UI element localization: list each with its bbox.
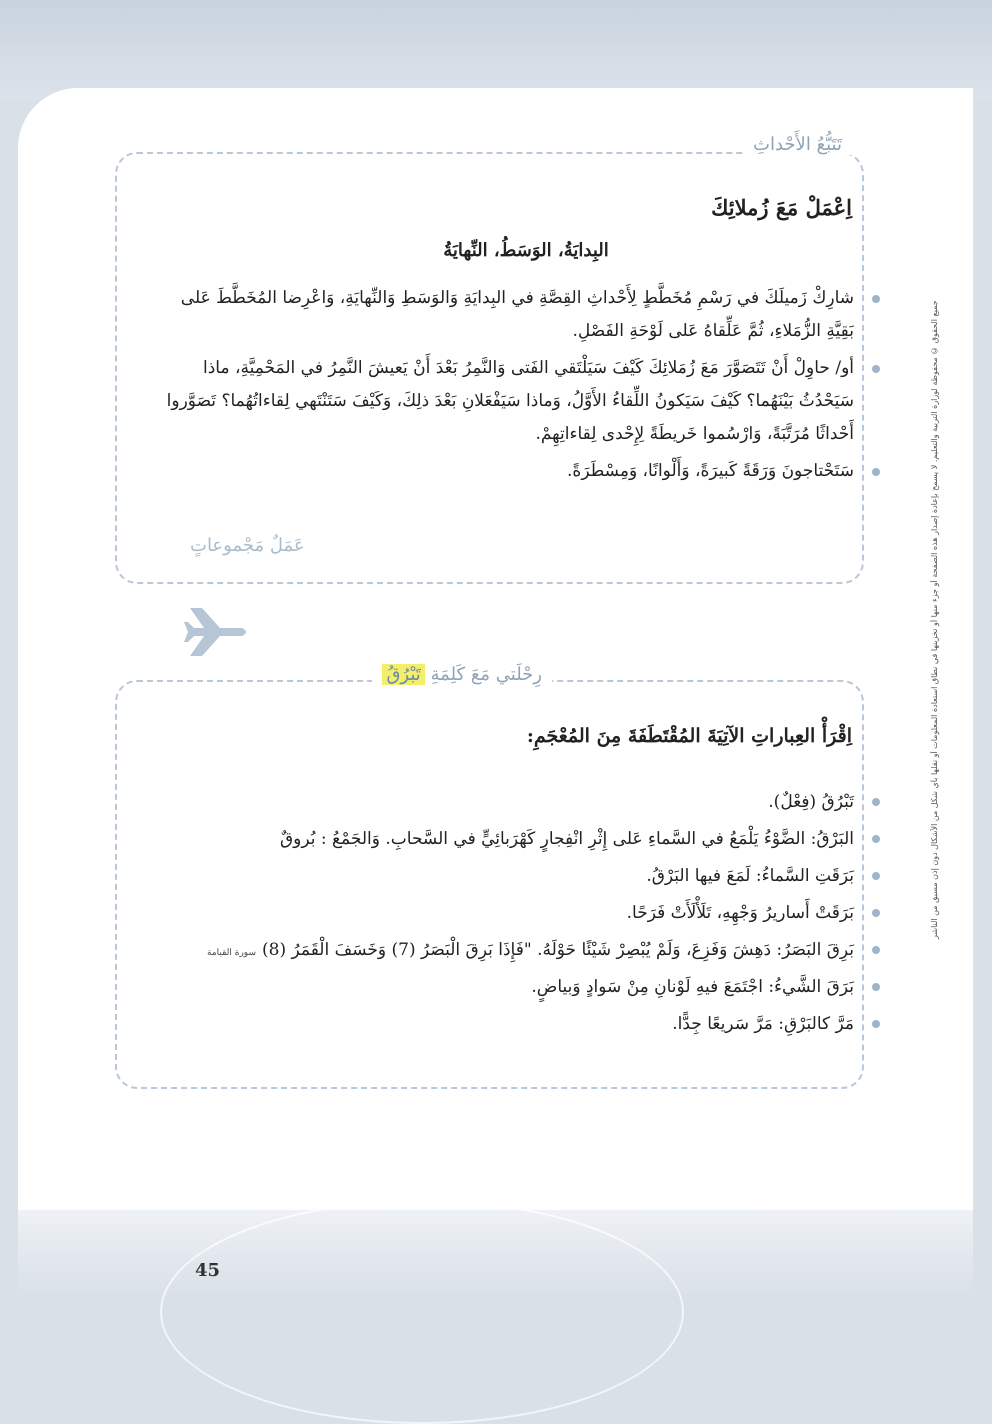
list-item: بَرَقَ الشَّيءُ: اجْتَمَعَ فيهِ لَوْنانِ مِنْ سَوادٍ وَبياضٍ. — [154, 970, 854, 1004]
bullet-icon — [872, 365, 880, 373]
activity-bullet-list — [154, 282, 854, 492]
section-title-word-journey: رِحْلَتي مَعَ كَلِمَةِ تَبْرُقُ — [372, 664, 552, 685]
page-number: 45 — [195, 1260, 221, 1281]
bullet-icon — [872, 295, 880, 303]
story-structure-subheading: البِدايَةُ، الوَسَطُ، النِّهايَةُ — [443, 240, 609, 261]
work-with-colleagues-heading: اِعْمَلْ مَعَ زُملائِكَ — [711, 195, 852, 220]
list-item: شارِكْ زَميلَكَ في رَسْمِ مُخَطَّطٍ لِأَحْداثِ القِصَّةِ في البِدايَةِ وَالوَسَطِ وَالنِّهايَةِ، وَاعْرِضا المُخَطَّطَ عَلى بَقِيَّةِ الزُّمَلاءِ، ثُمَّ عَلِّقاهُ عَلى لَوْحَةِ الفَصْلِ. — [154, 282, 854, 348]
list-item: أو/ حاوِلْ أَنْ تَتَصَوَّرَ مَعَ زُمَلائِكَ كَيْفَ سَيَلْتَقي الفَتى وَالنَّمِرُ بَعْدَ أَنْ يَعيشَ النَّمِرُ في المَحْمِيَّةِ، ماذا سَيَحْدُثُ بَيْنَهُما؟ كَيْفَ سَيَكونُ اللِّقاءُ الأَوَّلُ، وَماذا سَيَفْعَلانِ بَعْدَ ذلِكَ، وَكَيْفَ سَتَنْتَهي لِقاءاتُهُما؟ تَصَوَّروا أَحْداثًا مُرَتَّبَةً، وَارْسُموا خَريطَةً لِإِحْدى لِقاءاتِهِمْ. — [154, 352, 854, 451]
bullet-icon — [872, 872, 880, 880]
list-item: بَرِقَ البَصَرُ: دَهِشَ وَفَزِعَ، وَلَمْ يُبْصِرْ شَيْئًا حَوْلَهُ. "فَإِذَا بَرِقَ الْبَصَرُ (7) وَخَسَفَ الْقَمَرُ (8)سورة القيامة — [154, 933, 854, 967]
dictionary-entries-list — [154, 785, 854, 1044]
decorative-swirl — [160, 1200, 684, 1424]
bullet-icon — [872, 909, 880, 917]
list-item: بَرَقَتْ أَساريرُ وَجْهِهِ، تَلَأْلَأَتْ فَرَحًا. — [154, 896, 854, 930]
read-dictionary-heading: اِقْرَأْ العِباراتِ الآتِيَةَ المُقْتَطَفَةَ مِنَ المُعْجَمِ: — [526, 725, 852, 747]
bullet-icon — [872, 798, 880, 806]
section-title-events: تَتَبُّعُ الأَحْداثِ — [743, 134, 852, 155]
bullet-icon — [872, 1020, 880, 1028]
quran-reference: سورة القيامة — [206, 948, 256, 958]
list-item: سَتَحْتاجونَ وَرَقَةً كَبيرَةً، وَأَلْوانًا، وَمِسْطَرَةً. — [154, 455, 854, 488]
highlighted-word: تَبْرُقُ — [382, 664, 424, 685]
list-item: مَرَّ كالبَرْقِ: مَرَّ سَريعًا جِدًّا. — [154, 1007, 854, 1041]
bullet-icon — [872, 983, 880, 991]
list-item: تَبْرُقُ (فِعْلٌ). — [154, 785, 854, 819]
bullet-icon — [872, 835, 880, 843]
group-work-label: عَمَلٌ مَجْموعاتٍ — [190, 535, 305, 556]
bullet-icon — [872, 946, 880, 954]
list-item: بَرَقَتِ السَّماءُ: لَمَعَ فيها البَرْقُ. — [154, 859, 854, 893]
bullet-icon — [872, 468, 880, 476]
airplane-icon — [182, 600, 252, 670]
top-band — [0, 0, 992, 100]
copyright-sidebar: جميع الحقوق © محفوظة لوزارة التربية والتعليم. لا يسمح بإعادة إصدار هذه الصفحة أو جزء منها أو تخزينها في نطاق استعادة المعلومات أو نقلها بأي شكل من الأشكال دون إذن مسبق من الناشر — [930, 300, 939, 939]
list-item: البَرْقُ: الضَّوْءُ يَلْمَعُ في السَّماءِ عَلى إِثْرِ انْفِجارٍ كَهْرَبائِيٍّ في السَّحابِ. وَالجَمْعُ : بُروقٌ — [154, 822, 854, 856]
